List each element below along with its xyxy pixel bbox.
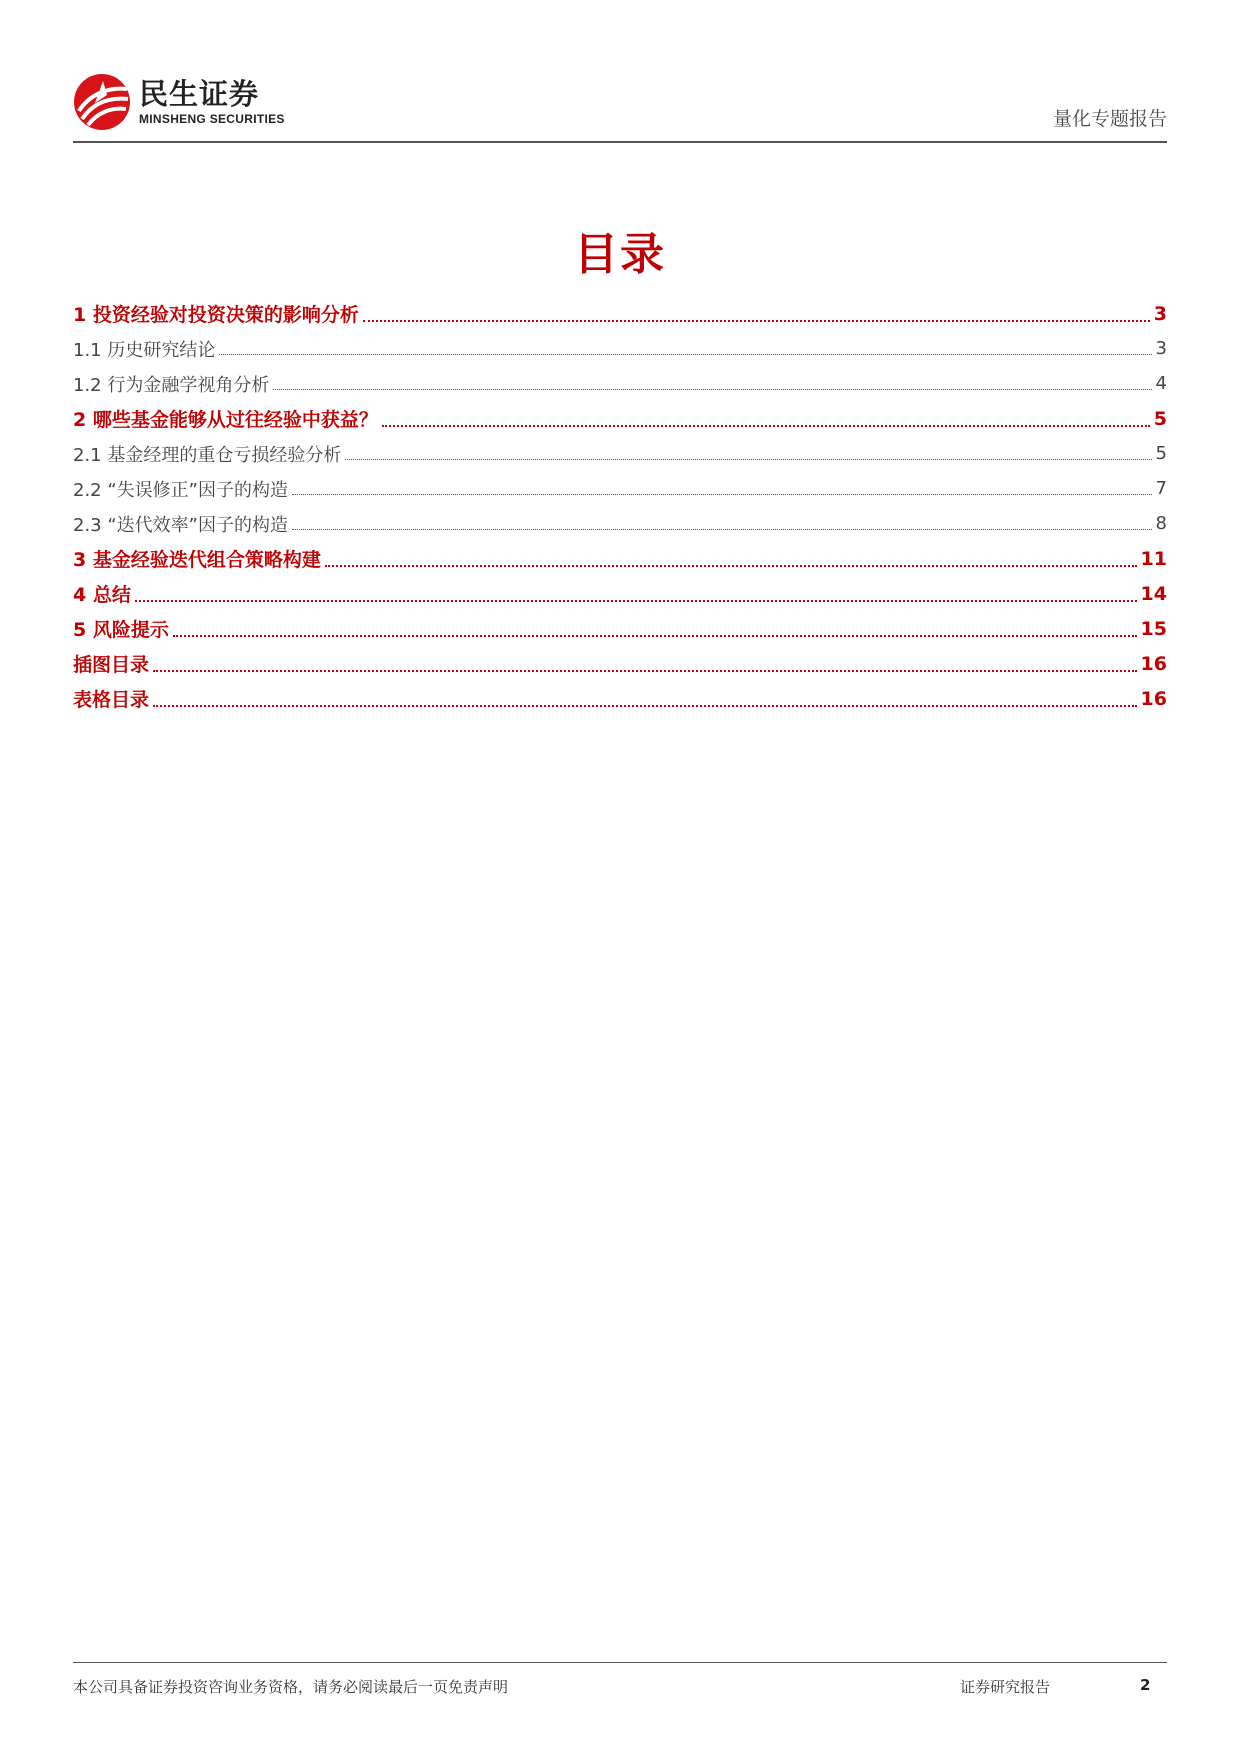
- toc-entry-section[interactable]: [73, 611, 1167, 646]
- toc-entry-subsection[interactable]: [73, 506, 1167, 541]
- toc-entry-label: 1.2 行为金融学视角分析: [73, 374, 270, 396]
- toc-entry-label: 2.2 “失误修正”因子的构造: [73, 479, 288, 501]
- minsheng-logo-icon: [73, 73, 131, 131]
- toc-dot-leader: [292, 529, 1152, 530]
- footer-doc-type: 证券研究报告: [960, 1678, 1051, 1696]
- header-divider: [73, 141, 1167, 143]
- toc-entry-label: 1.1 历史研究结论: [73, 339, 216, 361]
- toc-entry-page: 3: [1155, 338, 1167, 359]
- toc-entry-label: 3 基金经验迭代组合策略构建: [73, 549, 321, 571]
- toc-entry-page: 7: [1155, 478, 1167, 499]
- toc-entry-section[interactable]: [73, 681, 1167, 716]
- toc-entry-label: 1 投资经验对投资决策的影响分析: [73, 304, 359, 326]
- toc-dot-leader: [153, 670, 1137, 672]
- toc-entry-page: 14: [1140, 582, 1167, 605]
- toc-entry-label: 4 总结: [73, 584, 131, 606]
- toc-entry-label: 2.3 “迭代效率”因子的构造: [73, 514, 288, 536]
- toc-entry-page: 11: [1140, 547, 1167, 570]
- toc-entry-label: 2 哪些基金能够从过往经验中获益？: [73, 409, 378, 431]
- toc-entry-page: 16: [1140, 687, 1167, 710]
- page-header: [73, 70, 1167, 140]
- toc-entry-page: 3: [1153, 302, 1167, 325]
- toc-dot-leader: [382, 425, 1150, 427]
- toc-entry-section[interactable]: [73, 646, 1167, 681]
- toc-entry-page: 5: [1155, 443, 1167, 464]
- toc-entry-page: 8: [1155, 513, 1167, 534]
- toc-entry-page: 16: [1140, 652, 1167, 675]
- toc-dot-leader: [153, 705, 1137, 707]
- toc-entry-label: 5 风险提示: [73, 619, 169, 641]
- toc-entry-label: 表格目录: [73, 689, 150, 711]
- toc-entry-section[interactable]: [73, 401, 1167, 436]
- toc-entry-section[interactable]: [73, 296, 1167, 331]
- footer-divider: [73, 1662, 1167, 1663]
- toc-entry-section[interactable]: [73, 576, 1167, 611]
- footer-disclaimer: 本公司具备证券投资咨询业务资格，请务必阅读最后一页免责声明: [73, 1678, 509, 1696]
- toc-entry-subsection[interactable]: [73, 471, 1167, 506]
- page-title: 目录: [574, 229, 666, 280]
- toc-dot-leader: [173, 635, 1137, 637]
- toc-dot-leader: [363, 320, 1150, 322]
- toc-dot-leader: [345, 459, 1151, 460]
- toc-dot-leader: [273, 389, 1151, 390]
- logo-chinese-name: 民生证券: [139, 77, 260, 111]
- page-number: 2: [1140, 1676, 1151, 1694]
- toc-entry-label: 2.1 基金经理的重仓亏损经验分析: [73, 444, 342, 466]
- toc-entry-page: 15: [1140, 617, 1167, 640]
- table-of-contents: [73, 296, 1167, 716]
- toc-entry-page: 5: [1153, 407, 1167, 430]
- toc-dot-leader: [219, 354, 1151, 355]
- company-logo: [73, 70, 303, 134]
- toc-entry-label: 插图目录: [73, 654, 150, 676]
- toc-entry-subsection[interactable]: [73, 366, 1167, 401]
- logo-english-name: MINSHENG SECURITIES: [139, 112, 285, 126]
- toc-entry-page: 4: [1155, 373, 1167, 394]
- toc-dot-leader: [325, 565, 1137, 567]
- toc-entry-subsection[interactable]: [73, 436, 1167, 471]
- report-type-label: 量化专题报告: [1052, 108, 1167, 130]
- toc-dot-leader: [292, 494, 1152, 495]
- toc-dot-leader: [135, 600, 1137, 602]
- toc-entry-subsection[interactable]: [73, 331, 1167, 366]
- toc-entry-section[interactable]: [73, 541, 1167, 576]
